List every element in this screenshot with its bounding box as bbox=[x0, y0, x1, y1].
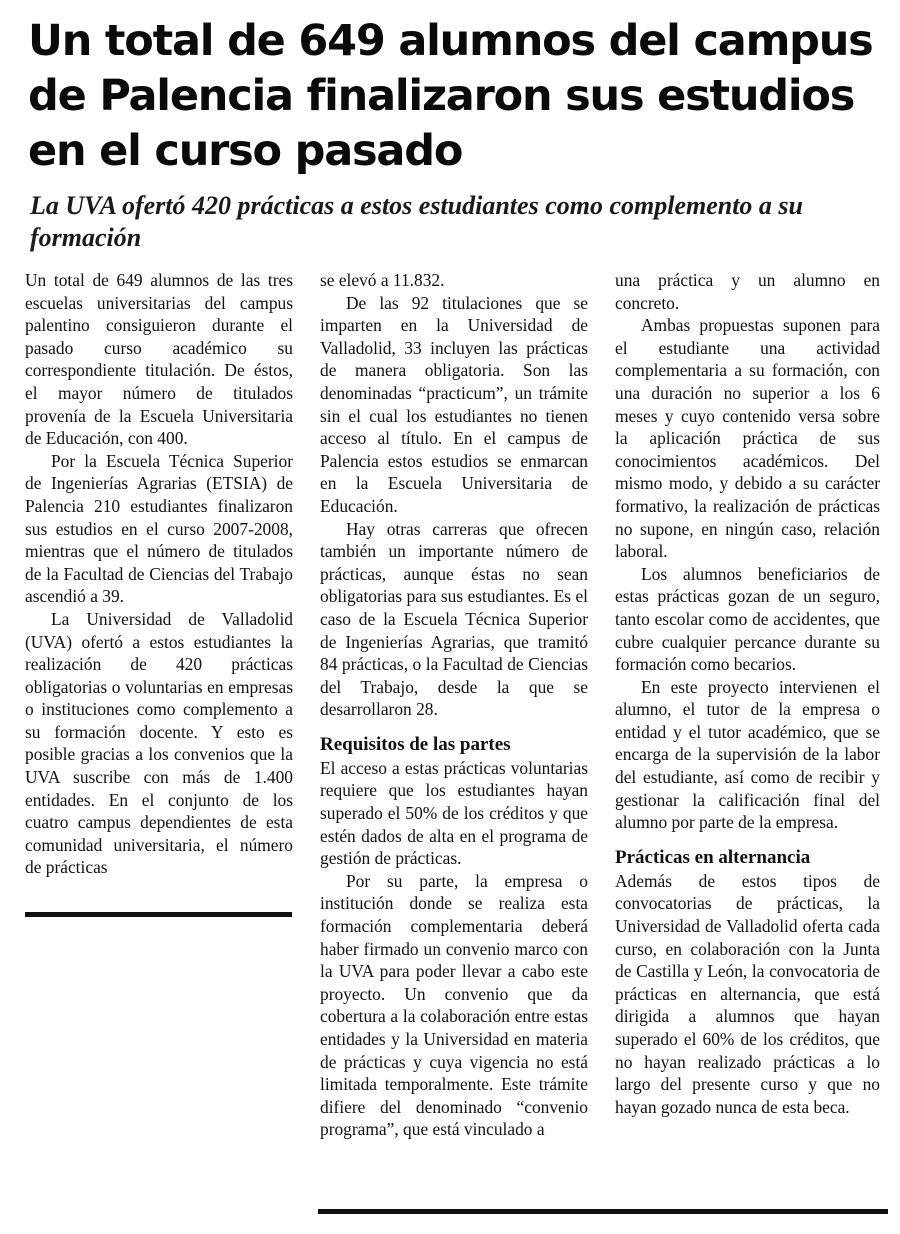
subheadline: La UVA ofertó 420 prácticas a estos estudiantes como complemento a su formación bbox=[30, 191, 804, 252]
paragraph: Hay otras carreras que ofrecen también un importante número de prácticas, aunque éstas no sean obligatorias para sus estudiantes. Es el caso de la Escuela Técnica Superior de Ingenierías Agrarias, que tramitó 84 prácticas, o la Facultad de Ciencias del Trabajo, desde la que se desarrollaron 28. bbox=[320, 518, 588, 720]
column-2 bbox=[320, 269, 588, 1141]
paragraph: La Universidad de Valladolid (UVA) ofertó a estos estudiantes la realización de 420 prácticas obligatorias o voluntarias en empresas o instituciones como complemento a su formación docente. Y esto es posible gracias a los convenios que la UVA suscribe con más de 1.400 entidades. En el conjunto de los cuatro campus dependientes de esta comunidad universitaria, el número de prácticas bbox=[25, 608, 293, 878]
paragraph: Los alumnos beneficiarios de estas prácticas gozan de un seguro, tanto escolar como de accidentes, que cubre cualquier percance durante su formación como becarios. bbox=[615, 563, 880, 675]
column-rule bbox=[25, 912, 292, 917]
paragraph: se elevó a 11.832. bbox=[320, 270, 445, 290]
paragraph: Por la Escuela Técnica Superior de Ingenierías Agrarias (ETSIA) de Palencia 210 estudiantes finalizaron sus estudios en el curso 2007-2008, mientras que el número de titulados de la Facultad de Ciencias del Trabajo ascendió a 39. bbox=[25, 450, 293, 607]
paragraph: Un total de 649 alumnos de las tres escuelas universitarias del campus palentino consiguieron durante el pasado curso académico su correspondiente titulación. De éstos, el mayor número de titulados provenía de la Escuela Universitaria de Educación, con 400. bbox=[25, 270, 293, 449]
column-3 bbox=[615, 269, 880, 1118]
paragraph: El acceso a estas prácticas voluntarias requiere que los estudiantes hayan superado el 50% de los créditos y que estén dados de alta en el programa de gestión de prácticas. bbox=[320, 757, 588, 869]
headline: Un total de 649 alumnos del campus de Palencia finalizaron sus estudios en el curso pasado bbox=[28, 16, 873, 176]
paragraph: Además de estos tipos de convocatorias de prácticas, la Universidad de Valladolid oferta cada curso, en colaboración con la Junta de Castilla y León, la convocatoria de prácticas en alternancia, que está dirigida a alumnos que hayan superado el 60% de los créditos, que no hayan realizado prácticas a lo largo del presente curso y que no hayan gozado nunca de esta beca. bbox=[615, 870, 880, 1117]
subheading-requisitos: Requisitos de las partes bbox=[320, 733, 511, 755]
paragraph: De las 92 titulaciones que se imparten en la Universidad de Valladolid, 33 incluyen las prácticas de manera obligatoria. Son las denominadas “practicum”, un trámite sin el cual los estudiantes no tienen acceso al título. En el campus de Palencia estos estudios se enmarcan en la Escuela Universitaria de Educación. bbox=[320, 292, 588, 516]
bottom-rule bbox=[318, 1209, 888, 1214]
paragraph: una práctica y un alumno en concreto. bbox=[615, 270, 880, 313]
column-1 bbox=[25, 269, 293, 879]
paragraph: Por su parte, la empresa o institución donde se realiza esta formación complementaria deberá haber firmado un convenio marco con la UVA para poder llevar a cabo este proyecto. Un convenio que da cobertura a la colaboración entre estas entidades y la Universidad en materia de prácticas y cuya vigencia no está limitada temporalmente. Este trámite difiere del denominado “convenio programa”, que está vinculado a bbox=[320, 870, 588, 1140]
paragraph: En este proyecto intervienen el alumno, el tutor de la empresa o entidad y el tutor académico, que se encarga de la supervisión de la labor del estudiante, así como de recibir y gestionar la calificación final del alumno por parte de la empresa. bbox=[615, 676, 880, 833]
paragraph: Ambas propuestas suponen para el estudiante una actividad complementaria a su formación, con una duración no superior a los 6 meses y cuyo contenido versa sobre la aplicación práctica de sus conocimientos académicos. Del mismo modo, y debido a su carácter formativo, la realización de prácticas no supone, en ningún caso, relación laboral. bbox=[615, 315, 880, 562]
subheading-alternancia: Prácticas en alternancia bbox=[615, 846, 811, 868]
